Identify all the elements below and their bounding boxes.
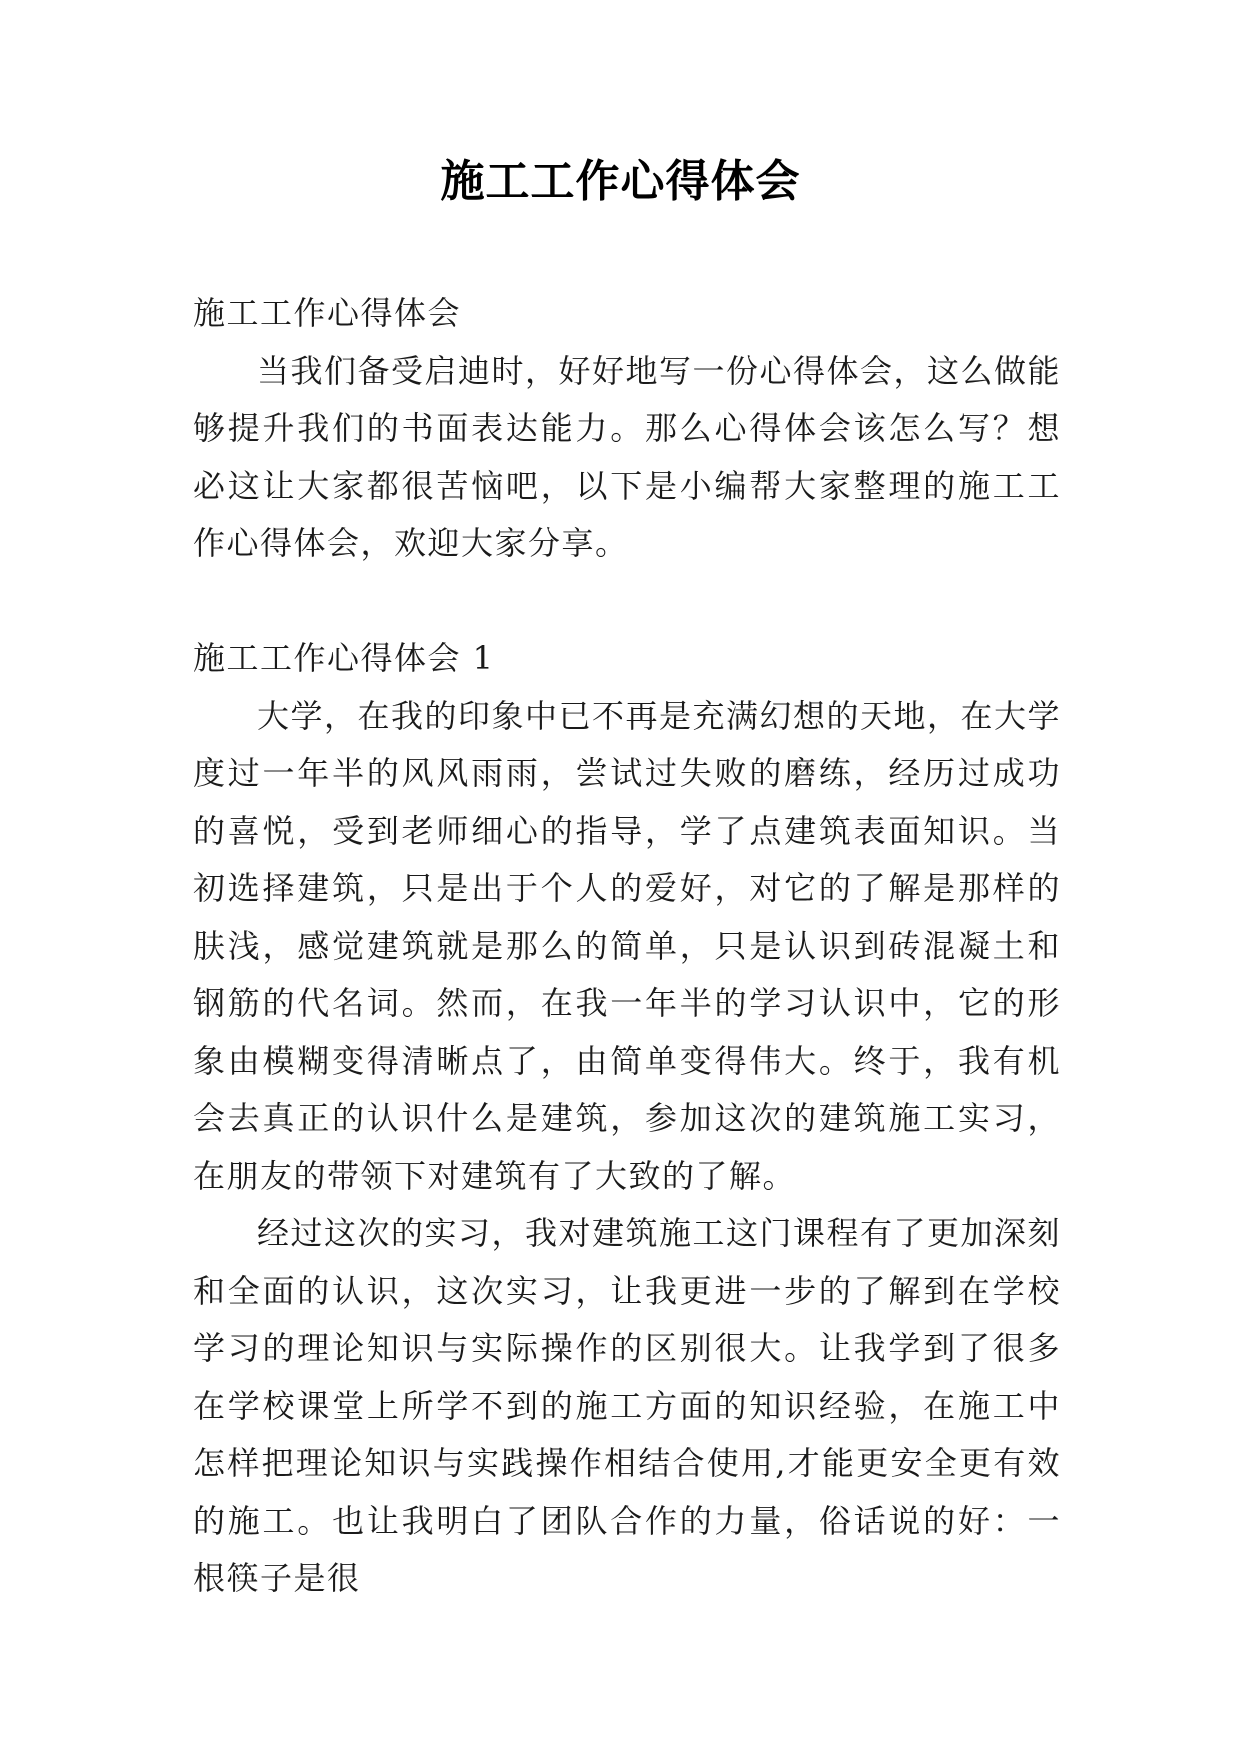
- document-body: [193, 285, 1061, 1608]
- section1-paragraph-2: 经过这次的实习，我对建筑施工这门课程有了更加深刻和全面的认识，这次实习，让我更进一步的了解到在学校学习的理论知识与实际操作的区别很大。让我学到了很多在学校课堂上所学不到的施工方面的知识经验，在施工中怎样把理论知识与实践操作相结合使用,才能更安全更有效的施工。也让我明白了团队合作的力量，俗话说的好：一根筷子是很: [193, 1214, 1062, 1597]
- section-spacer: [193, 573, 1061, 631]
- intro-heading: 施工工作心得体会: [193, 294, 462, 332]
- section1-paragraph-1: 大学，在我的印象中已不再是充满幻想的天地，在大学度过一年半的风风雨雨，尝试过失败的磨练，经历过成功的喜悦，受到老师细心的指导，学了点建筑表面知识。当初选择建筑，只是出于个人的爱好，对它的了解是那样的肤浅，感觉建筑就是那么的简单，只是认识到砖混凝土和钢筋的代名词。然而，在我一年半的学习认识中，它的形象由模糊变得清晰点了，由简单变得伟大。终于，我有机会去真正的认识什么是建筑，参加这次的建筑施工实习，在朋友的带领下对建筑有了大致的了解。: [193, 696, 1062, 1195]
- section1-heading: 施工工作心得体会 1: [193, 639, 495, 677]
- document-title: 施工工作心得体会: [440, 156, 801, 207]
- intro-paragraph: 当我们备受启迪时，好好地写一份心得体会，这么做能够提升我们的书面表达能力。那么心得体会该怎么写？想必这让大家都很苦恼吧，以下是小编帮大家整理的施工工作心得体会，欢迎大家分享。: [193, 351, 1062, 562]
